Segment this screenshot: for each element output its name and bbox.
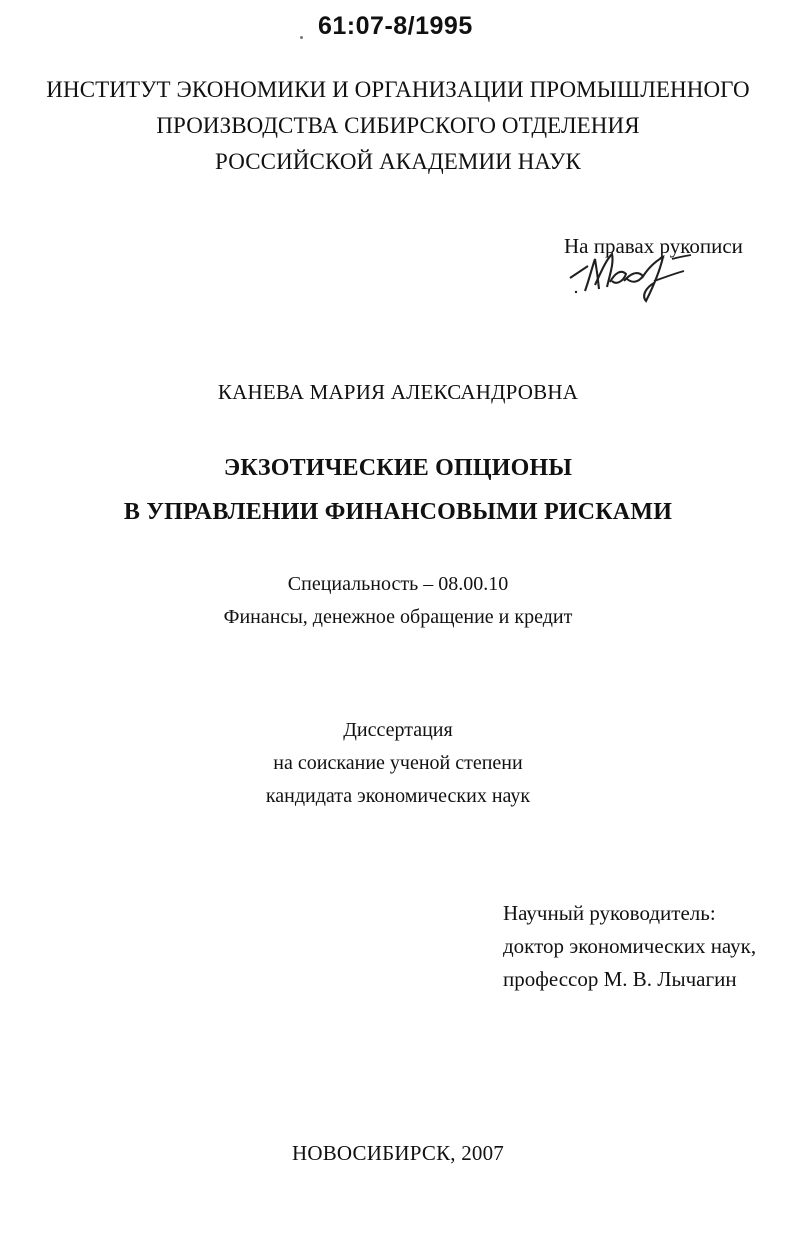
scan-dot bbox=[300, 36, 303, 39]
dissertation-line-1: Диссертация bbox=[343, 719, 453, 741]
manuscript-rights-block bbox=[564, 234, 764, 304]
institute-line-3: РОССИЙСКОЙ АКАДЕМИИ НАУК bbox=[215, 149, 581, 174]
manuscript-label: На правах рукописи bbox=[564, 234, 743, 258]
city-year: НОВОСИБИРСК, 2007 bbox=[291, 1141, 504, 1165]
dissertation-line-2: на соискание ученой степени bbox=[273, 752, 523, 774]
dissertation-line-3: кандидата экономических наук bbox=[265, 785, 531, 807]
institute-line-1: ИНСТИТУТ ЭКОНОМИКИ И ОРГАНИЗАЦИИ ПРОМЫШЛЕННОГО bbox=[46, 77, 750, 102]
handwritten-signature bbox=[564, 240, 696, 306]
title-line-2: В УПРАВЛЕНИИ ФИНАНСОВЫМИ РИСКАМИ bbox=[123, 499, 673, 525]
title-line-1: ЭКЗОТИЧЕСКИЕ ОПЦИОНЫ bbox=[223, 455, 573, 481]
advisor-line-2: доктор экономических наук, bbox=[503, 934, 757, 958]
advisor-line-3: профессор М. В. Лычагин bbox=[503, 967, 737, 991]
institute-line-2: ПРОИЗВОДСТВА СИБИРСКОГО ОТДЕЛЕНИЯ bbox=[156, 113, 640, 138]
specialty-line-1: Специальность – 08.00.10 bbox=[287, 573, 509, 595]
advisor-line-1: Научный руководитель: bbox=[503, 901, 716, 925]
archive-number: 61:07-8/1995 bbox=[318, 12, 473, 40]
specialty-line-2: Финансы, денежное обращение и кредит bbox=[223, 606, 573, 628]
author-name: КАНЕВА МАРИЯ АЛЕКСАНДРОВНА bbox=[217, 380, 579, 404]
